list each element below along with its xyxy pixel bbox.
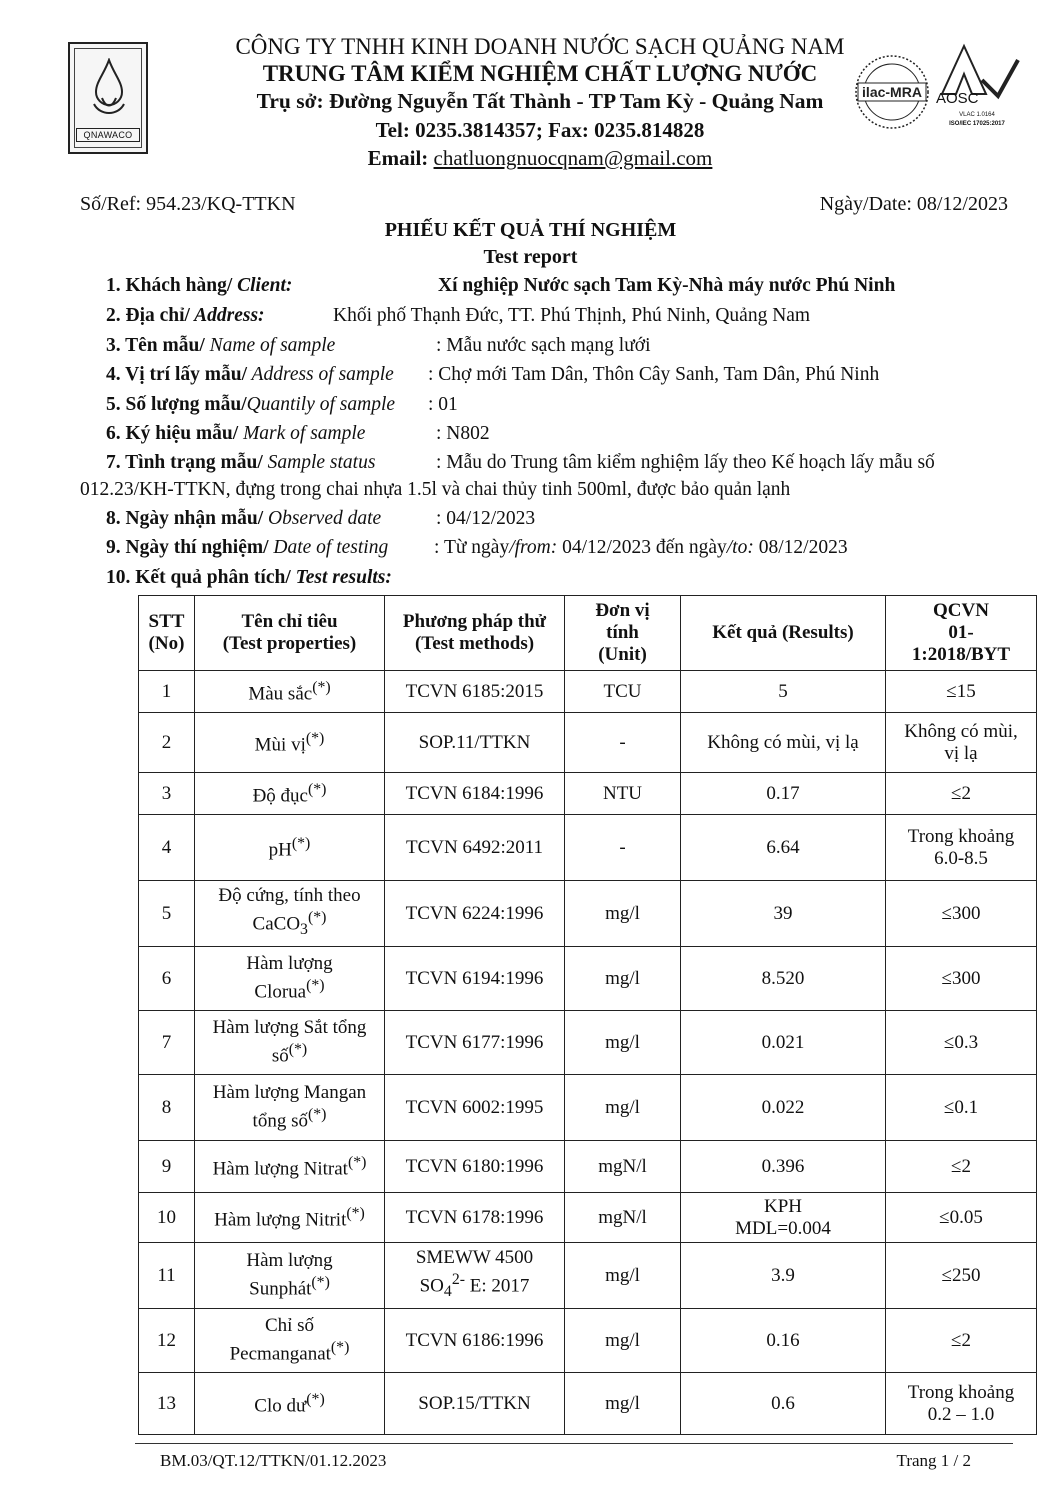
header-unit: Đơn vị tính (Unit) (565, 596, 681, 671)
table-row (139, 815, 1037, 881)
cell-method: SOP.11/TTKN (385, 713, 565, 773)
table-row (139, 947, 1037, 1011)
contact-email-line (160, 146, 920, 171)
cell-unit: mg/l (565, 1011, 681, 1075)
cell-property: Mùi vị(*) (195, 713, 385, 773)
cell-method: TCVN 6177:1996 (385, 1011, 565, 1075)
cell-unit: mgN/l (565, 1193, 681, 1243)
cell-unit: TCU (565, 671, 681, 713)
observed-date-value: : 04/12/2023 (436, 508, 536, 529)
header-test-methods: Phương pháp thử (Test methods) (385, 596, 565, 671)
cell-result: 0.6 (681, 1373, 886, 1435)
cell-result: 8.520 (681, 947, 886, 1011)
cell-unit: - (565, 713, 681, 773)
water-drop-icon (90, 58, 128, 120)
footer-divider (135, 1443, 1013, 1444)
report-title: PHIẾU KẾT QUẢ THÍ NGHIỆM (384, 219, 677, 241)
cell-unit: NTU (565, 773, 681, 815)
cell-result: 3.9 (681, 1243, 886, 1309)
client-value: Xí nghiệp Nước sạch Tam Kỳ-Nhà máy nước Phú Ninh (438, 275, 896, 296)
cell-result: 0.17 (681, 773, 886, 815)
testing-date-value: : Từ ngày/from: 04/12/2023 đến ngày/to: 08/12/2023 (434, 537, 848, 558)
cell-property: Chỉ số Pecmanganat(*) (195, 1309, 385, 1373)
cell-no: 3 (139, 773, 195, 815)
cell-no: 2 (139, 713, 195, 773)
cell-unit: mg/l (565, 1075, 681, 1141)
sample-quantity-label: 5. Số lượng mẫu/Quantily of sample (106, 394, 396, 415)
cell-method: SOP.15/TTKN (385, 1373, 565, 1435)
cell-no: 4 (139, 815, 195, 881)
cell-property: Hàm lượng Clorua(*) (195, 947, 385, 1011)
company-logo (68, 42, 148, 154)
cell-no: 13 (139, 1373, 195, 1435)
cell-limit: ≤2 (886, 1309, 1037, 1373)
cell-limit: ≤0.3 (886, 1011, 1037, 1075)
email-link[interactable]: chatluongnuocqnam@gmail.com (433, 146, 713, 170)
testing-date-label: 9. Ngày thí nghiệm/ Date of testing (106, 537, 389, 558)
cell-unit: mg/l (565, 1309, 681, 1373)
address-label: 2. Địa chỉ/ Address: (106, 305, 265, 326)
logo-brand-text: QNAWACO (76, 128, 140, 142)
table-row (139, 1141, 1037, 1193)
cell-no: 8 (139, 1075, 195, 1141)
cell-result: 0.021 (681, 1011, 886, 1075)
table-row (139, 773, 1037, 815)
cell-limit: ≤0.1 (886, 1075, 1037, 1141)
table-row (139, 1243, 1037, 1309)
sample-mark-label: 6. Ký hiệu mẫu/ Mark of sample (106, 423, 366, 444)
cell-method: TCVN 6186:1996 (385, 1309, 565, 1373)
table-row (139, 1373, 1037, 1435)
aosc-text: AOSC (936, 90, 979, 107)
sample-status-value-line2: 012.23/KH-TTKN, đựng trong chai nhựa 1.5l và chai thủy tinh 500ml, được bảo quản lạnh (80, 479, 791, 500)
cell-no: 9 (139, 1141, 195, 1193)
cell-property: Hàm lượng Sunphát(*) (195, 1243, 385, 1309)
table-header-row (139, 596, 1037, 671)
cell-method: TCVN 6178:1996 (385, 1193, 565, 1243)
cell-limit: ≤15 (886, 671, 1037, 713)
cell-property: Độ cứng, tính theo CaCO$_3$(*) (195, 881, 385, 947)
header-stt: STT (No) (139, 596, 195, 671)
cell-method: TCVN 6194:1996 (385, 947, 565, 1011)
cell-method: TCVN 6184:1996 (385, 773, 565, 815)
test-results-label: 10. Kết quả phân tích/ Test results: (106, 567, 392, 588)
cell-limit: ≤300 (886, 881, 1037, 947)
address-value: Khối phố Thạnh Đức, TT. Phú Thịnh, Phú Ninh, Quảng Nam (333, 305, 811, 326)
cell-property: Độ đục(*) (195, 773, 385, 815)
report-subtitle: Test report (483, 246, 578, 268)
cell-method: TCVN 6002:1995 (385, 1075, 565, 1141)
cell-method: SMEWW 4500 $SO_4^{2-}$ E: 2017 (385, 1243, 565, 1309)
header-qcvn: QCVN 01- 1:2018/BYT (886, 596, 1037, 671)
header-test-properties: Tên chỉ tiêu (Test properties) (195, 596, 385, 671)
cell-unit: mg/l (565, 881, 681, 947)
cell-unit: mgN/l (565, 1141, 681, 1193)
email-label: Email: (367, 146, 434, 170)
reference-number: Số/Ref: 954.23/KQ-TTKN (80, 193, 296, 215)
aosc-accreditation-mark (932, 40, 1022, 135)
head-office-address: Trụ sở: Đường Nguyễn Tất Thành - TP Tam Kỳ - Quảng Nam (256, 89, 824, 113)
cell-limit: Trong khoảng 6.0-8.5 (886, 815, 1037, 881)
cell-limit: Không có mùi, vị lạ (886, 713, 1037, 773)
cell-no: 7 (139, 1011, 195, 1075)
cell-result: 5 (681, 671, 886, 713)
cell-method: TCVN 6180:1996 (385, 1141, 565, 1193)
cell-method: TCVN 6224:1996 (385, 881, 565, 947)
report-date: Ngày/Date: 08/12/2023 (819, 193, 1008, 215)
cell-method: TCVN 6185:2015 (385, 671, 565, 713)
sample-name-value: : Mẫu nước sạch mạng lưới (436, 335, 651, 356)
sample-quantity-value: : 01 (428, 394, 458, 415)
cell-limit: ≤2 (886, 1141, 1037, 1193)
sample-status-label: 7. Tình trạng mẫu/ Sample status (106, 452, 376, 473)
cell-property: Hàm lượng Sắt tổng số(*) (195, 1011, 385, 1075)
cell-no: 11 (139, 1243, 195, 1309)
client-label: 1. Khách hàng/ Client: (106, 275, 293, 296)
sample-status-value-line1: : Mẫu do Trung tâm kiểm nghiệm lấy theo Kế hoạch lấy mẫu số (436, 452, 935, 473)
cell-result: Không có mùi, vị lạ (681, 713, 886, 773)
cell-unit: mg/l (565, 947, 681, 1011)
contact-phone: Tel: 0235.3814357; Fax: 0235.814828 (375, 118, 705, 142)
cell-property: Hàm lượng Nitrit(*) (195, 1193, 385, 1243)
cell-limit: ≤300 (886, 947, 1037, 1011)
aosc-standard: ISO/IEC 17025:2017 (949, 121, 1005, 127)
company-name: CÔNG TY TNHH KINH DOANH NƯỚC SẠCH QUẢNG NAM (235, 34, 845, 59)
cell-result: 6.64 (681, 815, 886, 881)
cell-property: Clo dư(*) (195, 1373, 385, 1435)
form-code: BM.03/QT.12/TTKN/01.12.2023 (160, 1451, 387, 1470)
cell-result: 0.022 (681, 1075, 886, 1141)
cell-no: 5 (139, 881, 195, 947)
cell-result: 39 (681, 881, 886, 947)
page-number: Trang 1 / 2 (896, 1451, 971, 1470)
cell-no: 10 (139, 1193, 195, 1243)
cell-property: Màu sắc(*) (195, 671, 385, 713)
cell-unit: mg/l (565, 1373, 681, 1435)
ilac-mra-seal-icon (852, 52, 932, 132)
table-row (139, 671, 1037, 713)
table-row (139, 713, 1037, 773)
center-name: TRUNG TÂM KIỂM NGHIỆM CHẤT LƯỢNG NƯỚC (262, 61, 818, 86)
ilac-text: ilac-MRA (862, 84, 922, 100)
sample-mark-value: : N802 (436, 423, 490, 444)
table-row (139, 1075, 1037, 1141)
cell-limit: ≤0.05 (886, 1193, 1037, 1243)
cell-property: Hàm lượng Nitrat(*) (195, 1141, 385, 1193)
observed-date-label: 8. Ngày nhận mẫu/ Observed date (106, 508, 382, 529)
cell-result: 0.396 (681, 1141, 886, 1193)
cell-no: 1 (139, 671, 195, 713)
cell-property: pH(*) (195, 815, 385, 881)
cell-unit: - (565, 815, 681, 881)
cell-no: 6 (139, 947, 195, 1011)
aosc-code: VLAC 1.0164 (959, 112, 995, 118)
sample-location-value: : Chợ mới Tam Dân, Thôn Cây Sanh, Tam Dân, Phú Ninh (428, 364, 880, 385)
sample-location-label: 4. Vị trí lấy mẫu/ Address of sample (106, 364, 394, 385)
cell-limit: Trong khoảng 0.2 – 1.0 (886, 1373, 1037, 1435)
cell-limit: ≤250 (886, 1243, 1037, 1309)
cell-method: TCVN 6492:2011 (385, 815, 565, 881)
table-row (139, 881, 1037, 947)
cell-limit: ≤2 (886, 773, 1037, 815)
cell-no: 12 (139, 1309, 195, 1373)
sample-name-label: 3. Tên mẫu/ Name of sample (106, 335, 336, 356)
cell-unit: mg/l (565, 1243, 681, 1309)
table-row (139, 1193, 1037, 1243)
table-row (139, 1011, 1037, 1075)
test-results-table (138, 595, 1037, 1435)
cell-result: 0.16 (681, 1309, 886, 1373)
header-results: Kết quả (Results) (681, 596, 886, 671)
table-row (139, 1309, 1037, 1373)
cell-result: KPH MDL=0.004 (681, 1193, 886, 1243)
cell-property: Hàm lượng Mangan tổng số(*) (195, 1075, 385, 1141)
